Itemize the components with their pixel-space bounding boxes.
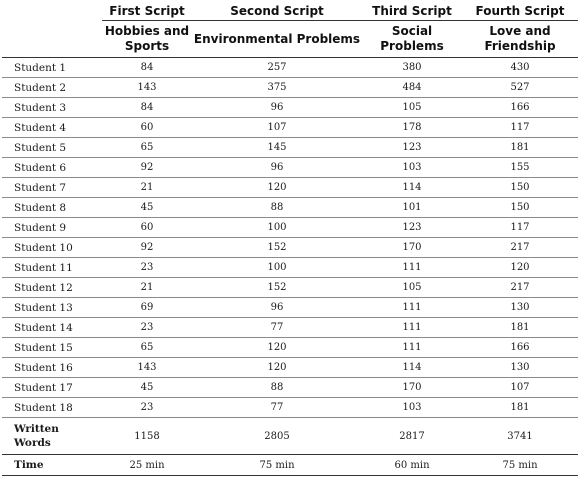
- word-count-cell: 96: [192, 98, 362, 118]
- word-count-cell: 107: [462, 378, 578, 398]
- word-count-cell: 107: [192, 118, 362, 138]
- word-count-cell: 111: [362, 338, 462, 358]
- written-words-script-2: 2805: [192, 418, 362, 455]
- topic-2-line-1: Environmental Problems: [193, 31, 361, 46]
- word-count-cell: 103: [362, 158, 462, 178]
- topic-1: [102, 21, 192, 58]
- time-label: Time: [2, 455, 102, 476]
- topic-4-line-2: Friendship: [484, 39, 556, 53]
- word-count-cell: 21: [102, 278, 192, 298]
- topic-corner: [2, 21, 102, 58]
- table-row: [2, 178, 578, 198]
- word-count-cell: 111: [362, 298, 462, 318]
- word-count-cell: 88: [192, 198, 362, 218]
- word-count-cell: 484: [362, 78, 462, 98]
- word-count-cell: 143: [102, 78, 192, 98]
- word-count-cell: 117: [462, 118, 578, 138]
- word-count-cell: 21: [102, 178, 192, 198]
- word-count-cell: 150: [462, 198, 578, 218]
- word-count-table: [2, 2, 578, 476]
- student-label: Student 2: [2, 78, 102, 98]
- word-count-cell: 114: [362, 358, 462, 378]
- word-count-cell: 101: [362, 198, 462, 218]
- table-row: [2, 238, 578, 258]
- header-script-4: Fourth Script: [462, 2, 578, 21]
- student-label: Student 15: [2, 338, 102, 358]
- word-count-cell: 92: [102, 238, 192, 258]
- word-count-cell: 152: [192, 278, 362, 298]
- word-count-cell: 100: [192, 258, 362, 278]
- header-script-2: Second Script: [192, 2, 362, 21]
- topic-3: [362, 21, 462, 58]
- student-label: Student 10: [2, 238, 102, 258]
- word-count-cell: 96: [192, 158, 362, 178]
- topic-1-line-2: Sports: [124, 39, 170, 53]
- word-count-cell: 120: [192, 178, 362, 198]
- written-words-script-4: 3741: [462, 418, 578, 455]
- time-script-2: 75 min: [192, 455, 362, 476]
- table-row: [2, 158, 578, 178]
- time-script-4: 75 min: [462, 455, 578, 476]
- word-count-cell: 527: [462, 78, 578, 98]
- topic-header-row: [2, 21, 578, 58]
- word-count-cell: 181: [462, 398, 578, 418]
- table-row: [2, 298, 578, 318]
- word-count-cell: 155: [462, 158, 578, 178]
- word-count-cell: 120: [192, 338, 362, 358]
- student-label: Student 11: [2, 258, 102, 278]
- word-count-cell: 92: [102, 158, 192, 178]
- word-count-cell: 114: [362, 178, 462, 198]
- word-count-cell: 130: [462, 298, 578, 318]
- table-row: [2, 118, 578, 138]
- word-count-cell: 84: [102, 98, 192, 118]
- word-count-cell: 170: [362, 378, 462, 398]
- word-count-cell: 117: [462, 218, 578, 238]
- written-words-label: [2, 418, 102, 455]
- topic-3-line-1: Social: [391, 24, 433, 38]
- word-count-cell: 120: [192, 358, 362, 378]
- table-body: [2, 58, 578, 476]
- word-count-cell: 120: [462, 258, 578, 278]
- table-row: [2, 358, 578, 378]
- student-label: Student 18: [2, 398, 102, 418]
- student-label: Student 7: [2, 178, 102, 198]
- table-row: [2, 318, 578, 338]
- word-count-cell: 84: [102, 58, 192, 78]
- written-words-script-3: 2817: [362, 418, 462, 455]
- word-count-cell: 111: [362, 318, 462, 338]
- word-count-cell: 380: [362, 58, 462, 78]
- word-count-cell: 65: [102, 338, 192, 358]
- word-count-cell: 69: [102, 298, 192, 318]
- topic-4: [462, 21, 578, 58]
- word-count-cell: 77: [192, 398, 362, 418]
- script-header-row: [2, 2, 578, 21]
- table-row: [2, 198, 578, 218]
- word-count-cell: 181: [462, 138, 578, 158]
- student-label: Student 3: [2, 98, 102, 118]
- word-count-cell: 152: [192, 238, 362, 258]
- table-row: [2, 398, 578, 418]
- word-count-cell: 217: [462, 278, 578, 298]
- word-count-cell: 65: [102, 138, 192, 158]
- table-row: [2, 278, 578, 298]
- word-count-cell: 96: [192, 298, 362, 318]
- time-script-1: 25 min: [102, 455, 192, 476]
- word-count-cell: 60: [102, 118, 192, 138]
- student-label: Student 13: [2, 298, 102, 318]
- table-row: [2, 338, 578, 358]
- word-count-cell: 123: [362, 138, 462, 158]
- student-label: Student 17: [2, 378, 102, 398]
- student-label: Student 4: [2, 118, 102, 138]
- student-label: Student 1: [2, 58, 102, 78]
- written-words-label-line-2: Words: [14, 437, 51, 449]
- time-row: [2, 455, 578, 476]
- word-count-cell: 217: [462, 238, 578, 258]
- student-label: Student 6: [2, 158, 102, 178]
- header-script-1: First Script: [102, 2, 192, 21]
- word-count-cell: 143: [102, 358, 192, 378]
- table-row: [2, 218, 578, 238]
- word-count-cell: 111: [362, 258, 462, 278]
- word-count-cell: 178: [362, 118, 462, 138]
- student-label: Student 5: [2, 138, 102, 158]
- word-count-cell: 23: [102, 258, 192, 278]
- student-label: Student 12: [2, 278, 102, 298]
- time-script-3: 60 min: [362, 455, 462, 476]
- table-row: [2, 78, 578, 98]
- word-count-cell: 375: [192, 78, 362, 98]
- word-count-cell: 166: [462, 98, 578, 118]
- word-count-cell: 166: [462, 338, 578, 358]
- written-words-label-line-1: Written: [14, 423, 59, 435]
- word-count-cell: 103: [362, 398, 462, 418]
- data-table-container: [2, 0, 578, 476]
- student-label: Student 16: [2, 358, 102, 378]
- topic-4-line-1: Love and: [489, 24, 551, 38]
- table-row: [2, 378, 578, 398]
- word-count-cell: 145: [192, 138, 362, 158]
- header-script-3: Third Script: [362, 2, 462, 21]
- word-count-cell: 23: [102, 318, 192, 338]
- written-words-script-1: 1158: [102, 418, 192, 455]
- word-count-cell: 77: [192, 318, 362, 338]
- word-count-cell: 105: [362, 278, 462, 298]
- topic-2: [192, 21, 362, 58]
- word-count-cell: 100: [192, 218, 362, 238]
- word-count-cell: 130: [462, 358, 578, 378]
- written-words-row: [2, 418, 578, 455]
- word-count-cell: 88: [192, 378, 362, 398]
- word-count-cell: 123: [362, 218, 462, 238]
- word-count-cell: 181: [462, 318, 578, 338]
- header-corner: [2, 2, 102, 21]
- topic-3-line-2: Problems: [380, 39, 444, 53]
- student-label: Student 14: [2, 318, 102, 338]
- word-count-cell: 60: [102, 218, 192, 238]
- table-row: [2, 58, 578, 78]
- table-row: [2, 138, 578, 158]
- student-label: Student 8: [2, 198, 102, 218]
- word-count-cell: 23: [102, 398, 192, 418]
- word-count-cell: 45: [102, 198, 192, 218]
- student-label: Student 9: [2, 218, 102, 238]
- word-count-cell: 105: [362, 98, 462, 118]
- word-count-cell: 170: [362, 238, 462, 258]
- table-row: [2, 258, 578, 278]
- table-row: [2, 98, 578, 118]
- word-count-cell: 45: [102, 378, 192, 398]
- topic-1-line-1: Hobbies and: [104, 24, 190, 38]
- word-count-cell: 150: [462, 178, 578, 198]
- word-count-cell: 257: [192, 58, 362, 78]
- word-count-cell: 430: [462, 58, 578, 78]
